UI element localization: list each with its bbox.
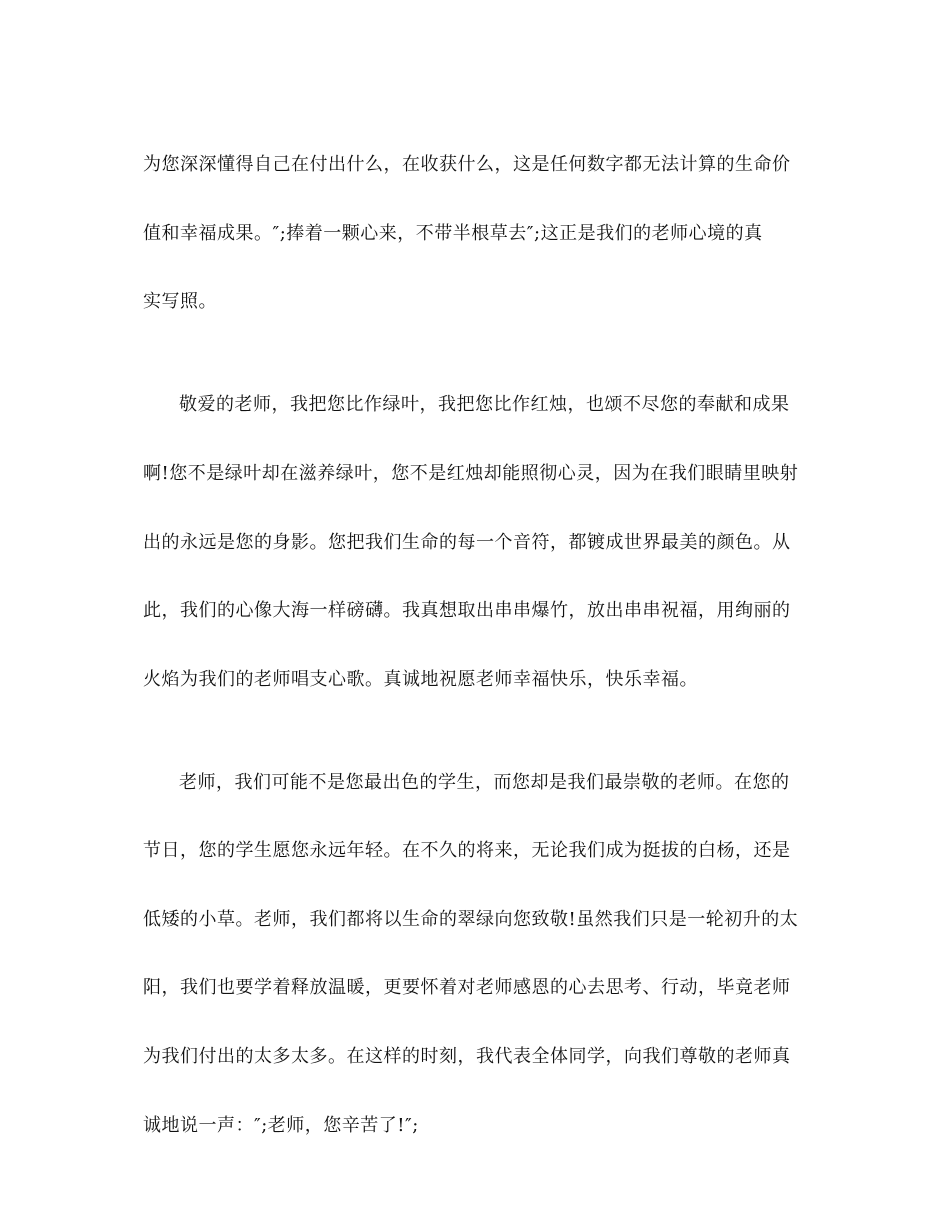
- document-body: [143, 114, 808, 1177]
- paragraph-2: [143, 354, 808, 731]
- paragraph-3: [143, 731, 808, 1177]
- text-line: 此，我们的心像大海一样磅礴。我真想取出串串爆竹，放出串串祝福，用绚丽的: [143, 600, 791, 622]
- text-line: 为您深深懂得自己在付出什么，在收获什么，这是任何数字都无法计算的生命价: [143, 154, 791, 176]
- text-line: 敬爱的老师，我把您比作绿叶，我把您比作红烛，也颂不尽您的奉献和成果: [179, 394, 790, 416]
- text-line: 低矮的小草。老师，我们都将以生命的翠绿向您致敬!虽然我们只是一轮初升的太: [143, 908, 799, 930]
- text-line: 阳，我们也要学着释放温暖，更要怀着对老师感恩的心去思考、行动，毕竟老师: [143, 977, 791, 999]
- text-line: 节日，您的学生愿您永远年轻。在不久的将来，无论我们成为挺拔的白杨，还是: [143, 840, 791, 862]
- text-line: 实写照。: [143, 291, 217, 313]
- paragraph-1: [143, 114, 808, 354]
- text-line: 为我们付出的太多太多。在这样的时刻，我代表全体同学，向我们尊敬的老师真: [143, 1046, 791, 1068]
- text-line: 出的永远是您的身影。您把我们生命的每一个音符，都镀成世界最美的颜色。从: [143, 531, 791, 553]
- text-line: 老师，我们可能不是您最出色的学生，而您却是我们最崇敬的老师。在您的: [179, 771, 790, 793]
- text-line: 啊!您不是绿叶却在滋养绿叶，您不是红烛却能照彻心灵，因为在我们眼睛里映射: [143, 462, 799, 484]
- text-line: 火焰为我们的老师唱支心歌。真诚地祝愿老师幸福快乐，快乐幸福。: [143, 668, 698, 690]
- text-line: 值和幸福成果。″;捧着一颗心来，不带半根草去″;这正是我们的老师心境的真: [143, 222, 763, 244]
- text-line: 诚地说一声：″;老师，您辛苦了!″;: [143, 1114, 419, 1136]
